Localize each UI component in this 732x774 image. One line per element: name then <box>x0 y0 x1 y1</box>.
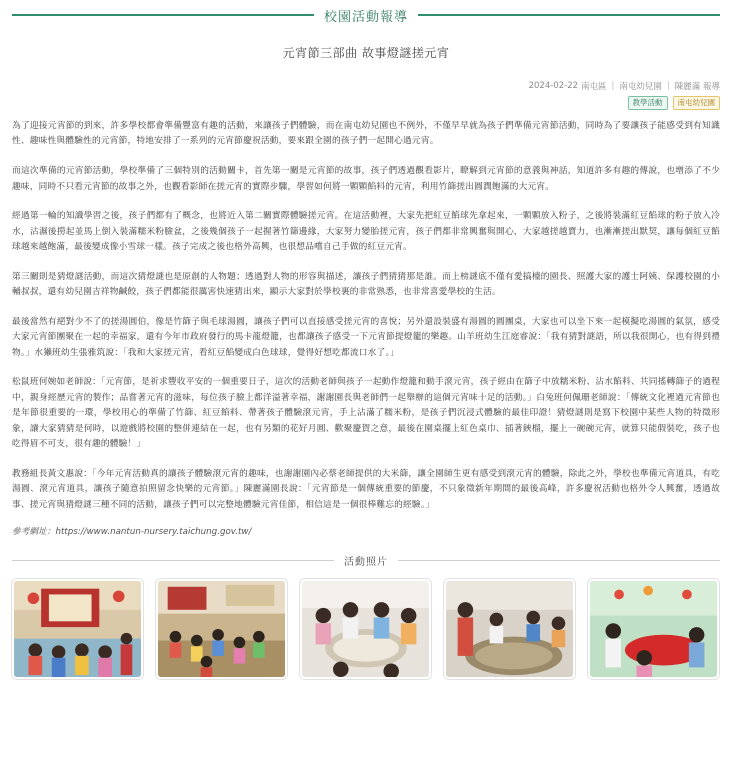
photo-gallery <box>12 579 720 679</box>
article-paragraph: 為了迎接元宵節的到來，許多學校都會準備豐富有趣的活動，來讓孩子們體驗，而在南屯幼兒園也不例外，不僅早早就為孩子們準備元宵節活動，同時為了要讓孩子能感受到有知識性、趣味性與體驗性的元宵節，特地安排了一系列的元宵節慶祝活動，要來跟全園的孩子們一起開心過元宵。 <box>12 121 720 147</box>
article-paragraph: 最後當然有絕對少不了的搓湯圓伯，像是竹篩子與毛球湯圓，讓孩子們可以直接感受搓元宵的喜悅；另外還設裝盛有湯圓的圓團桌，大家也可以坐下來一起模擬吃湯圓的氣氛，感受大家元宵節團聚在一起的幸福家，還有今年市政府發行的馬卡龍燈籠，也都讓孩子感受一下元宵節提燈籠的樂趣。山羊班幼生江庭睿說：「我有猜對謎語，所以我很開心，也有得到禮物。」水獺班幼生張雅筑說：「我和大家搓元宵，看紅豆餡變成白色球球，覺得好想吃都流口水了。」 <box>12 316 720 358</box>
photos-header <box>12 551 720 569</box>
meta-separator: | <box>666 81 670 91</box>
meta-school[interactable]: 南屯幼兒園 <box>619 82 662 92</box>
tag-list <box>12 96 720 110</box>
photo-thumbnail-stage-story[interactable] <box>12 579 143 679</box>
tag-school[interactable]: 南屯幼兒園 <box>673 96 721 110</box>
reference-line <box>12 525 720 539</box>
meta-author: 陳麗滿 報導 <box>674 82 720 92</box>
header-rule-left <box>12 14 314 16</box>
section-title: 校園活動報導 <box>324 9 409 25</box>
photo-image <box>446 581 573 677</box>
reference-link[interactable]: https://www.nantun-nursery.taichung.gov.tw/ <box>55 527 252 538</box>
article-paragraph: 經過第一輪的知識學習之後，孩子們都有了概念，也將近入第二關實際體驗搓元宵。在這活動裡，大家先把紅豆餡球先拿起來，一顆顆放入粉子，之後將裝滿紅豆餡球的粉子放入冷水，沾濕後撈起並馬上倒入裝滿糯米粉臉盆，之後幾個孩子一起握著竹篩邊緣，大家努力變胎搓元宵，孩子們都非常興奮與開心，大家越搓越賣力，也漸漸搓出默契，讓每個紅豆餡球越來越飽滿，最後變成像小雪球一樣。孩子完成之後也格外高興，也很想品嚐自己手做的紅豆元宵。 <box>12 211 720 253</box>
article-paragraph: 第三關則是猜燈謎活動，而這次猜燈謎也是原創的人物題；透過對人物的形容與描述，讓孩子們猜猜那是誰。而上榜謎底不僅有愛搞檯的園長、照護大家的護士阿姨、保護校園的小輔叔叔，還有幼兒園吉祥物鹹餃，孩子們都能很厲害快速猜出來，顯示大家對於學校裏的非常熟悉，也非常喜愛學校的生活。 <box>12 271 720 298</box>
photo-thumbnail-sieve[interactable] <box>444 579 575 679</box>
photo-image <box>14 581 141 677</box>
meta-separator: | <box>611 81 615 91</box>
article-paragraph: 松鼠班何婉如老師說：「元宵節，是祈求豐收平安的一個重要日子，這次的活動老師與孩子一起動作燈籠和動手滾元宵，孩子經由在篩子中放糯米粉、沾水餡料、共同搖轉篩子的過程中，親身經歷元宵的製作；品嘗著元宵的滋味，每位孩子臉上都洋溢著幸福，謝謝園長與老師們一起舉辦的這個元宵味十足的活動。」白兔班何佩珊老師說：「傳統文化裡過元宵節也是年節很重要的一環，學校用心的準備了竹篩、紅豆餡料、帶著孩子體驗滾元宵，手上沾滿了糯米粉，是孩子們沉浸式體驗的最佳印證！猜燈謎則是寫下校園中某些人物的特徵形象，讓大家猜猜是何時，以遊戲將校園的整併連結在一起，也有另類的花好月圓、歡聚慶賀之意，最後在園桌擺上紅色桌巾、插著鋏榴，擺上一碗碗元宵，就算只能假裝吃，孩子也吃得眉不可支，很有趣的體驗！」 <box>12 377 720 449</box>
meta-district[interactable]: 南屯區 <box>581 82 607 92</box>
article-body <box>12 119 720 539</box>
photos-rule-right <box>398 560 720 561</box>
photo-thumbnail-classroom[interactable] <box>156 579 287 679</box>
photos-rule-left <box>12 560 334 561</box>
photo-image <box>302 581 429 677</box>
article-paragraph: 而這次準備的元宵節活動，學校準備了三個特別的活動關卡，首先第一關是元宵節的故事，孩子們透過觀看影片，瞭解到元宵節的意義與神話，知道許多有趣的傳說，也增添了不少趣味，同時不只看元宵節的故事之外，也觀看影師在搓元宵的實際步驟，學習如何將一顆顆餡料的元宵，利用竹篩搓出圓潤飽滿的大元宵。 <box>12 166 720 192</box>
photo-thumbnail-red-table[interactable] <box>588 579 719 679</box>
reference-label: 參考網址： <box>12 527 56 538</box>
news-page <box>0 2 732 774</box>
article-title: 元宵節三部曲 故事燈謎搓元宵 <box>282 46 450 60</box>
article-meta <box>12 80 720 92</box>
photo-image <box>158 581 285 677</box>
header-rule-right <box>418 14 720 16</box>
photo-image <box>590 581 717 677</box>
photo-thumbnail-rolling[interactable] <box>300 579 431 679</box>
article-paragraph: 教務組長黃文惠說：「今年元宵活動真的讓孩子體驗滾元宵的趣味，也謝謝園內必蔡老師提供的大米篩，讓全園師生更有感受到滾元宵的體驗，除此之外，學校也準備元宵道具，有吃湯圓、滾元宵道具，讓孩子隨意拍照留念快樂的元宵節。」陳麗滿園長說：「元宵節是一個傳統重要的節慶，不只象徵新年期間的最後高峰，許多慶祝活動也格外令人興奮，透過故事、搓元宵與猜燈謎三種不同的活動，讓孩子們可以完整地體驗元宵佳節，相信這是一個很棒難忘的經驗。」 <box>12 468 720 510</box>
tag-teaching-activity[interactable]: 教學活動 <box>628 96 668 110</box>
photos-title: 活動照片 <box>344 556 388 568</box>
section-header <box>12 2 720 28</box>
publish-date: 2024-02-22 <box>528 81 579 91</box>
